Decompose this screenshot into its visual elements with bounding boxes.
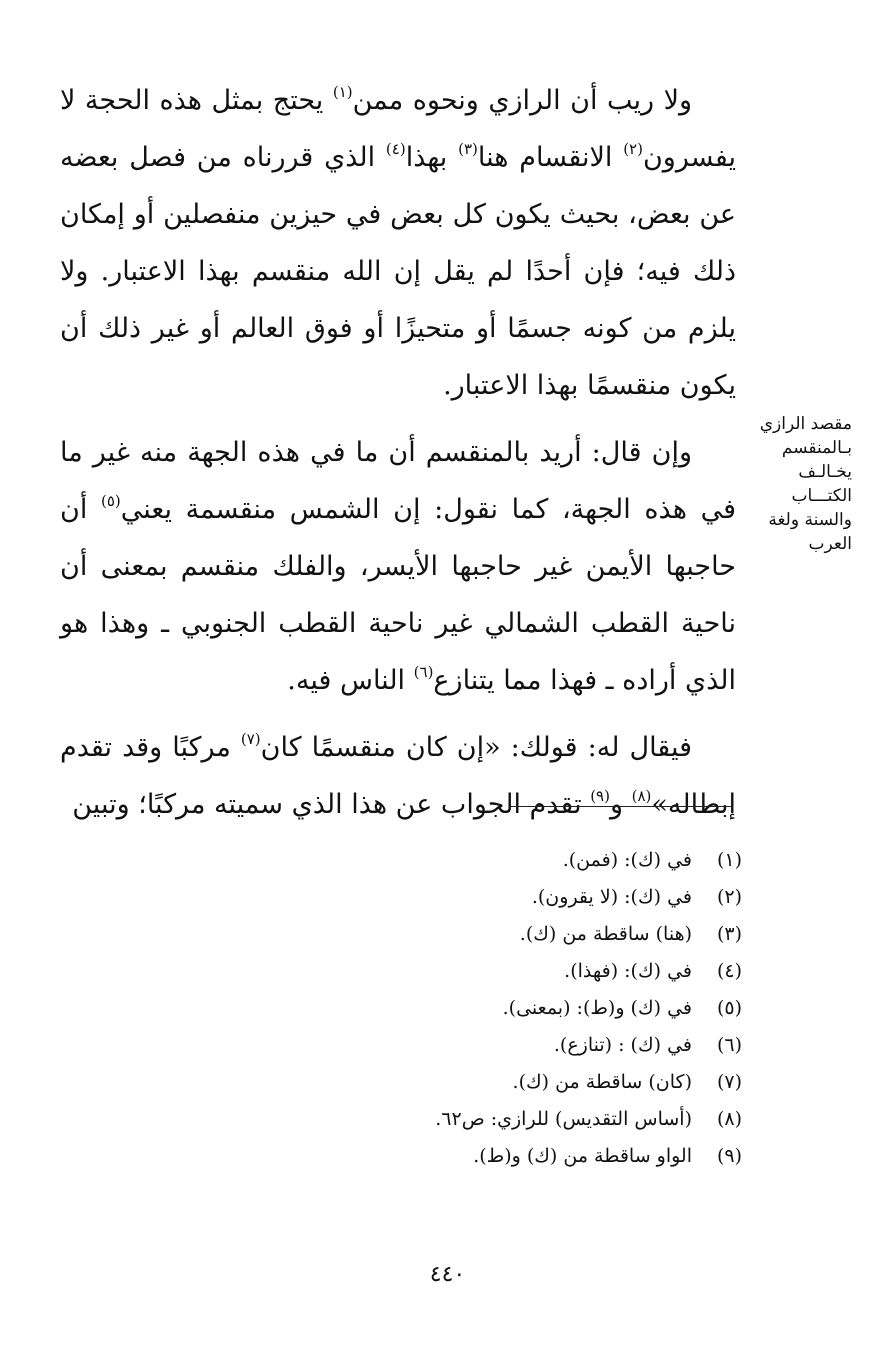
text-segment: الذي قررناه من فصل بعضه عن بعض، بحيث يكون كل بعض في حيزين منفصلين أو إمكان ذلك فيه؛ فإن أحدًا لم يقل إن الله منقسم بهذا الاعتبار. ولا يلزم من كونه جسمًا أو متحيزًا أو فوق العالم أو غير ذلك أن يكون منقسمًا بهذا الاعتبار.: [60, 142, 737, 401]
margin-note-line: الكتـــاب: [791, 486, 852, 506]
footnote-text: في (ك) : (تنازع).: [553, 1034, 692, 1056]
footnote-text: في (ك) و(ط): (بمعنى).: [502, 997, 692, 1019]
footnote-reference[interactable]: (٧): [240, 730, 261, 748]
footnote-reference[interactable]: (٨): [631, 787, 652, 805]
footnote: [380, 842, 742, 879]
margin-note-line: مقصد الرازي: [759, 414, 852, 434]
paragraph: [60, 424, 736, 709]
text-segment: فيقال له: قولك: «إن كان منقسمًا كان: [260, 732, 693, 763]
footnote-text: (كان) ساقطة من (ك).: [512, 1071, 692, 1093]
footnote-number: (٤): [716, 960, 742, 982]
page-number: ٤٤٠: [429, 1262, 466, 1287]
footnote-number: (٥): [716, 997, 742, 1019]
footnote-text: (هنا) ساقطة من (ك).: [519, 923, 692, 945]
footnote: [380, 1138, 742, 1175]
footnote-number: (٢): [716, 886, 742, 908]
margin-note: [752, 412, 852, 556]
footnote-text: في (ك): (فمن).: [562, 849, 692, 871]
margin-note-line: يخـالـف: [798, 462, 852, 482]
footnote-text: (أساس التقديس) للرازي: ص٦٢.: [435, 1108, 692, 1130]
text-segment: و: [609, 789, 632, 820]
text-segment: ولا ريب أن الرازي ونحوه ممن: [352, 85, 693, 116]
footnote-separator: [510, 806, 732, 807]
footnote-reference[interactable]: (٦): [413, 663, 434, 681]
footnote: [380, 1101, 742, 1138]
footnote: [380, 990, 742, 1027]
footnote: [380, 916, 742, 953]
footnote-number: (١): [716, 849, 742, 871]
footnote: [380, 953, 742, 990]
text-segment: الناس فيه.: [287, 665, 414, 696]
margin-note-line: بـالمنقسم: [781, 438, 852, 458]
footnote-number: (٨): [716, 1108, 742, 1130]
text-segment: أن حاجبها الأيمن غير حاجبها الأيسر، والفلك منقسم بمعنى أن ناحية القطب الشمالي غير ناحية القطب الجنوبي ـ وهذا هو الذي أراده ـ فهذا مما يتنازع: [60, 494, 736, 696]
main-text: [60, 72, 736, 843]
footnote-reference[interactable]: (٣): [458, 140, 478, 158]
footnote: [380, 879, 742, 916]
footnote-number: (٣): [716, 923, 742, 945]
footnotes: [380, 842, 742, 1175]
footnote-text: في (ك): (فهذا).: [564, 960, 692, 982]
text-segment: وإن قال: أريد بالمنقسم أن ما في هذه الجهة منه غير ما في هذه الجهة، كما نقول: إن الشمس منقسمة يعني: [60, 437, 736, 525]
footnote-number: (٧): [716, 1071, 742, 1093]
footnote-text: الواو ساقطة من (ك) و(ط).: [473, 1145, 692, 1167]
footnote-number: (٩): [716, 1145, 742, 1167]
text-segment: تقدم الجواب عن هذا الذي سميته مركبًا؛ وتبين: [72, 789, 591, 820]
footnote-reference[interactable]: (٩): [590, 787, 610, 805]
text-segment: الانقسام هنا: [477, 142, 624, 173]
footnote-reference[interactable]: (١): [332, 83, 353, 101]
text-segment: مركبًا وقد تقدم إبطاله»: [60, 732, 736, 820]
paragraph: [60, 719, 736, 833]
footnote-number: (٦): [716, 1034, 742, 1056]
margin-note-line: والسنة ولغة: [768, 510, 852, 530]
footnote-reference[interactable]: (٤): [385, 140, 406, 158]
text-segment: بهذا: [405, 142, 459, 173]
footnote: [380, 1064, 742, 1101]
footnote: [380, 1027, 742, 1064]
paragraph: [60, 72, 736, 414]
footnote-reference[interactable]: (٥): [100, 492, 121, 510]
footnote-reference[interactable]: (٢): [623, 140, 643, 158]
margin-note-line: العرب: [808, 534, 852, 554]
footnote-text: في (ك): (لا يقرون).: [531, 886, 692, 908]
text-segment: يحتج بمثل هذه الحجة لا يفسرون: [60, 85, 736, 173]
